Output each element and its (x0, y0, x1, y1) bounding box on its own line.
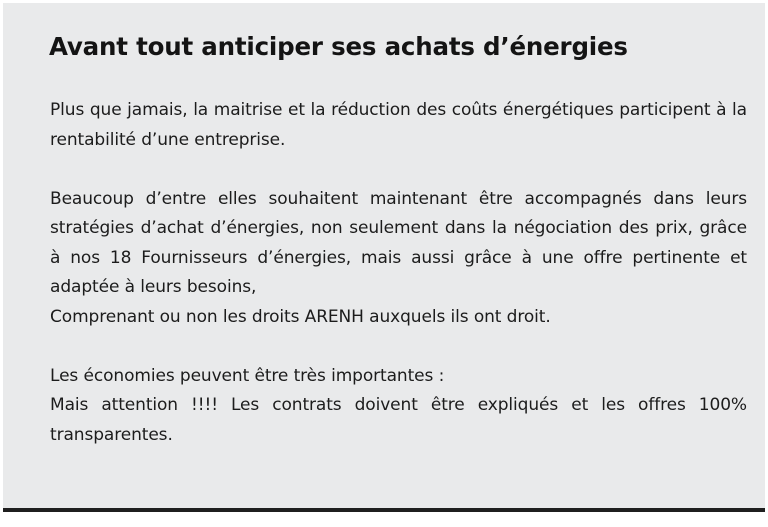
paragraph-spacer (50, 332, 747, 362)
paragraph-strategies: Beaucoup d’entre elles souhaitent maintenant être accompagnés dans leurs stratégies d’achat d’énergies, non seulement dans la négociation des prix, grâce à nos 18 Fournisseurs d’énergies, mais aussi grâce à une offre pertinente et adaptée à leurs besoins, (50, 188, 747, 297)
page-title: Avant tout anticiper ses achats d’énergies (49, 32, 628, 61)
paragraph-spacer (50, 155, 747, 185)
paragraph-warning: Mais attention !!!! Les contrats doivent être expliqués et les offres 100% transparentes. (50, 395, 747, 445)
content-card (3, 3, 765, 512)
paragraph-intro: Plus que jamais, la maitrise et la réduction des coûts énergétiques participent à la rentabilité d’une entreprise. (50, 100, 747, 150)
paragraph-arenh: Comprenant ou non les droits ARENH auxquels ils ont droit. (50, 306, 551, 327)
paragraph-savings: Les économies peuvent être très importantes : (50, 365, 445, 386)
body-text (50, 96, 747, 450)
